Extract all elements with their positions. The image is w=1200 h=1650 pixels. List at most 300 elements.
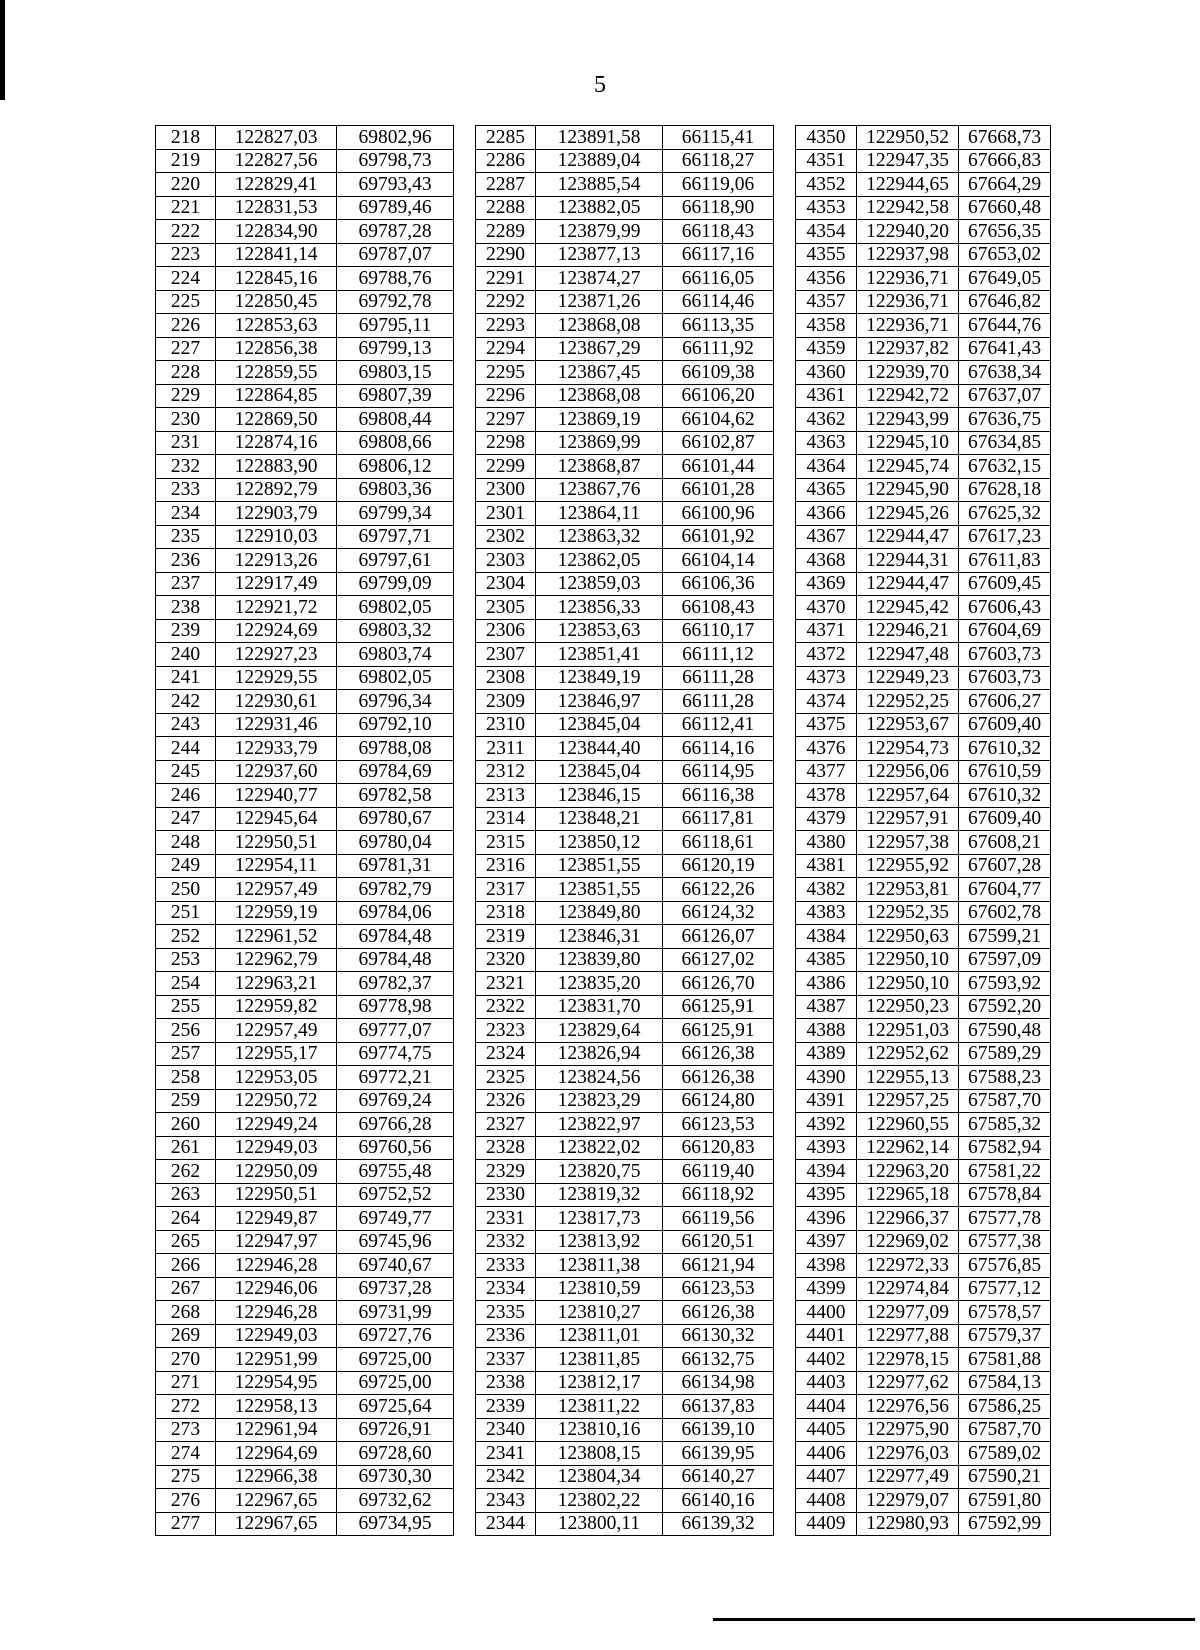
table-cell-point-number: 4399 [796, 1277, 857, 1301]
table-cell-point-number: 2302 [476, 525, 536, 549]
table-cell-point-number: 271 [156, 1371, 216, 1395]
column-separator [454, 1371, 476, 1395]
column-separator [454, 643, 476, 667]
table-cell-x-coordinate: 122892,79 [216, 478, 337, 502]
table-cell-point-number: 2324 [476, 1042, 536, 1066]
table-cell-y-coordinate: 66139,32 [663, 1512, 774, 1536]
table-cell-y-coordinate: 69777,07 [337, 1019, 454, 1043]
table-cell-point-number: 4388 [796, 1019, 857, 1043]
table-cell-x-coordinate: 122850,45 [216, 290, 337, 314]
table-cell-y-coordinate: 67597,09 [959, 948, 1051, 972]
column-separator [774, 948, 796, 972]
table-cell-point-number: 4384 [796, 925, 857, 949]
table-cell-point-number: 4372 [796, 643, 857, 667]
column-separator [774, 267, 796, 291]
table-cell-point-number: 2309 [476, 690, 536, 714]
table-cell-y-coordinate: 69782,79 [337, 878, 454, 902]
table-cell-point-number: 4389 [796, 1042, 857, 1066]
column-separator [774, 337, 796, 361]
table-cell-y-coordinate: 69740,67 [337, 1254, 454, 1278]
table-row [156, 290, 1051, 314]
table-cell-point-number: 2298 [476, 431, 536, 455]
table-cell-x-coordinate: 123853,63 [536, 619, 663, 643]
table-cell-x-coordinate: 122957,91 [857, 807, 959, 831]
table-row [156, 1277, 1051, 1301]
table-cell-y-coordinate: 66125,91 [663, 1019, 774, 1043]
table-cell-x-coordinate: 122956,06 [857, 760, 959, 784]
column-separator [774, 1113, 796, 1137]
table-cell-point-number: 247 [156, 807, 216, 831]
table-row [156, 1395, 1051, 1419]
table-cell-point-number: 2341 [476, 1442, 536, 1466]
table-cell-point-number: 2330 [476, 1183, 536, 1207]
table-cell-x-coordinate: 122957,49 [216, 878, 337, 902]
table-cell-x-coordinate: 122949,23 [857, 666, 959, 690]
table-cell-x-coordinate: 122946,28 [216, 1301, 337, 1325]
table-cell-x-coordinate: 122950,51 [216, 831, 337, 855]
table-row [156, 1183, 1051, 1207]
table-cell-y-coordinate: 66108,43 [663, 596, 774, 620]
table-cell-point-number: 2325 [476, 1066, 536, 1090]
column-separator [774, 1277, 796, 1301]
column-separator [774, 1465, 796, 1489]
table-cell-y-coordinate: 66117,81 [663, 807, 774, 831]
table-cell-point-number: 4361 [796, 384, 857, 408]
table-cell-point-number: 269 [156, 1324, 216, 1348]
table-cell-x-coordinate: 123891,58 [536, 126, 663, 150]
table-row [156, 995, 1051, 1019]
table-cell-y-coordinate: 66123,53 [663, 1113, 774, 1137]
table-row [156, 784, 1051, 808]
table-cell-point-number: 252 [156, 925, 216, 949]
table-cell-point-number: 250 [156, 878, 216, 902]
table-cell-point-number: 277 [156, 1512, 216, 1536]
column-separator [454, 1465, 476, 1489]
table-cell-y-coordinate: 69782,58 [337, 784, 454, 808]
table-cell-y-coordinate: 66110,17 [663, 619, 774, 643]
table-cell-x-coordinate: 123868,08 [536, 384, 663, 408]
table-cell-x-coordinate: 122977,88 [857, 1324, 959, 1348]
table-cell-point-number: 4396 [796, 1207, 857, 1231]
column-separator [454, 1136, 476, 1160]
table-row [156, 1324, 1051, 1348]
table-cell-point-number: 4362 [796, 408, 857, 432]
table-cell-x-coordinate: 122947,48 [857, 643, 959, 667]
table-cell-point-number: 4360 [796, 361, 857, 385]
table-cell-x-coordinate: 122965,18 [857, 1183, 959, 1207]
table-cell-y-coordinate: 66122,26 [663, 878, 774, 902]
table-cell-y-coordinate: 69797,71 [337, 525, 454, 549]
table-cell-y-coordinate: 67603,73 [959, 643, 1051, 667]
column-separator [454, 196, 476, 220]
table-cell-x-coordinate: 122937,98 [857, 243, 959, 267]
table-cell-y-coordinate: 69799,34 [337, 502, 454, 526]
table-cell-y-coordinate: 67582,94 [959, 1136, 1051, 1160]
table-cell-y-coordinate: 66139,10 [663, 1418, 774, 1442]
table-cell-y-coordinate: 66123,53 [663, 1277, 774, 1301]
table-cell-x-coordinate: 122945,26 [857, 502, 959, 526]
column-separator [774, 995, 796, 1019]
table-cell-point-number: 4409 [796, 1512, 857, 1536]
table-cell-point-number: 233 [156, 478, 216, 502]
table-cell-point-number: 2328 [476, 1136, 536, 1160]
table-cell-x-coordinate: 122924,69 [216, 619, 337, 643]
table-cell-point-number: 226 [156, 314, 216, 338]
column-separator [774, 878, 796, 902]
column-separator [774, 525, 796, 549]
column-separator [454, 1512, 476, 1536]
column-separator [454, 220, 476, 244]
table-cell-x-coordinate: 122917,49 [216, 572, 337, 596]
table-cell-point-number: 4395 [796, 1183, 857, 1207]
table-cell-x-coordinate: 122945,64 [216, 807, 337, 831]
table-cell-x-coordinate: 123882,05 [536, 196, 663, 220]
table-cell-point-number: 253 [156, 948, 216, 972]
table-cell-x-coordinate: 123846,15 [536, 784, 663, 808]
table-row [156, 948, 1051, 972]
table-cell-y-coordinate: 67599,21 [959, 925, 1051, 949]
table-row [156, 760, 1051, 784]
table-cell-y-coordinate: 66106,36 [663, 572, 774, 596]
table-cell-point-number: 272 [156, 1395, 216, 1419]
column-separator [774, 1019, 796, 1043]
table-cell-point-number: 246 [156, 784, 216, 808]
table-cell-x-coordinate: 122939,70 [857, 361, 959, 385]
table-cell-x-coordinate: 123885,54 [536, 173, 663, 197]
table-cell-x-coordinate: 123811,38 [536, 1254, 663, 1278]
table-cell-y-coordinate: 69726,91 [337, 1418, 454, 1442]
table-cell-y-coordinate: 67666,83 [959, 149, 1051, 173]
table-cell-point-number: 2310 [476, 713, 536, 737]
table-cell-point-number: 231 [156, 431, 216, 455]
table-cell-x-coordinate: 123810,16 [536, 1418, 663, 1442]
table-cell-point-number: 2295 [476, 361, 536, 385]
table-cell-point-number: 263 [156, 1183, 216, 1207]
table-cell-y-coordinate: 69780,67 [337, 807, 454, 831]
table-cell-point-number: 240 [156, 643, 216, 667]
table-cell-y-coordinate: 67602,78 [959, 901, 1051, 925]
table-cell-x-coordinate: 122962,14 [857, 1136, 959, 1160]
table-cell-y-coordinate: 69730,30 [337, 1465, 454, 1489]
table-cell-y-coordinate: 67576,85 [959, 1254, 1051, 1278]
table-cell-y-coordinate: 69802,96 [337, 126, 454, 150]
table-cell-point-number: 261 [156, 1136, 216, 1160]
column-separator [774, 572, 796, 596]
column-separator [774, 549, 796, 573]
column-separator [774, 619, 796, 643]
table-cell-point-number: 2319 [476, 925, 536, 949]
column-separator [454, 713, 476, 737]
table-cell-y-coordinate: 69788,08 [337, 737, 454, 761]
table-row [156, 1230, 1051, 1254]
table-cell-point-number: 2291 [476, 267, 536, 291]
column-separator [454, 1277, 476, 1301]
table-cell-point-number: 2331 [476, 1207, 536, 1231]
table-cell-y-coordinate: 69788,76 [337, 267, 454, 291]
table-cell-point-number: 2321 [476, 972, 536, 996]
table-cell-x-coordinate: 123867,29 [536, 337, 663, 361]
table-cell-y-coordinate: 66113,35 [663, 314, 774, 338]
column-separator [454, 1489, 476, 1513]
table-cell-y-coordinate: 66118,92 [663, 1183, 774, 1207]
table-row [156, 1254, 1051, 1278]
table-cell-point-number: 4351 [796, 149, 857, 173]
column-separator [454, 478, 476, 502]
table-cell-y-coordinate: 66124,32 [663, 901, 774, 925]
table-cell-point-number: 228 [156, 361, 216, 385]
table-cell-point-number: 241 [156, 666, 216, 690]
column-separator [774, 243, 796, 267]
column-separator [454, 901, 476, 925]
table-cell-point-number: 2329 [476, 1160, 536, 1184]
table-cell-y-coordinate: 69766,28 [337, 1113, 454, 1137]
table-row [156, 596, 1051, 620]
table-cell-point-number: 2326 [476, 1089, 536, 1113]
table-cell-point-number: 4377 [796, 760, 857, 784]
table-cell-x-coordinate: 122942,58 [857, 196, 959, 220]
table-cell-point-number: 2294 [476, 337, 536, 361]
table-cell-y-coordinate: 67577,38 [959, 1230, 1051, 1254]
column-separator [454, 1418, 476, 1442]
table-cell-y-coordinate: 69734,95 [337, 1512, 454, 1536]
table-cell-x-coordinate: 123808,15 [536, 1442, 663, 1466]
table-cell-x-coordinate: 122972,33 [857, 1254, 959, 1278]
table-cell-point-number: 249 [156, 854, 216, 878]
table-cell-point-number: 4356 [796, 267, 857, 291]
table-cell-point-number: 4405 [796, 1418, 857, 1442]
table-cell-point-number: 267 [156, 1277, 216, 1301]
table-cell-point-number: 2311 [476, 737, 536, 761]
table-cell-x-coordinate: 122946,21 [857, 619, 959, 643]
table-cell-point-number: 266 [156, 1254, 216, 1278]
table-cell-point-number: 2285 [476, 126, 536, 150]
table-cell-point-number: 2344 [476, 1512, 536, 1536]
table-cell-point-number: 4374 [796, 690, 857, 714]
column-separator [454, 1113, 476, 1137]
column-separator [454, 878, 476, 902]
table-cell-y-coordinate: 69792,10 [337, 713, 454, 737]
table-cell-point-number: 2307 [476, 643, 536, 667]
table-cell-point-number: 274 [156, 1442, 216, 1466]
table-cell-y-coordinate: 67581,88 [959, 1348, 1051, 1372]
column-separator [774, 408, 796, 432]
table-cell-point-number: 2322 [476, 995, 536, 1019]
table-cell-y-coordinate: 66109,38 [663, 361, 774, 385]
table-row [156, 361, 1051, 385]
table-cell-x-coordinate: 123822,97 [536, 1113, 663, 1137]
table-cell-y-coordinate: 69792,78 [337, 290, 454, 314]
table-cell-x-coordinate: 123867,76 [536, 478, 663, 502]
column-separator [454, 431, 476, 455]
table-cell-x-coordinate: 122940,77 [216, 784, 337, 808]
table-cell-x-coordinate: 122953,05 [216, 1066, 337, 1090]
table-cell-x-coordinate: 123863,32 [536, 525, 663, 549]
table-cell-point-number: 4367 [796, 525, 857, 549]
table-cell-y-coordinate: 67587,70 [959, 1089, 1051, 1113]
table-cell-y-coordinate: 66100,96 [663, 502, 774, 526]
table-cell-point-number: 243 [156, 713, 216, 737]
table-cell-y-coordinate: 69802,05 [337, 666, 454, 690]
table-cell-y-coordinate: 69806,12 [337, 455, 454, 479]
table-cell-y-coordinate: 66118,61 [663, 831, 774, 855]
table-cell-y-coordinate: 67632,15 [959, 455, 1051, 479]
table-cell-point-number: 238 [156, 596, 216, 620]
table-cell-x-coordinate: 122980,93 [857, 1512, 959, 1536]
table-cell-point-number: 2336 [476, 1324, 536, 1348]
table-cell-y-coordinate: 69789,46 [337, 196, 454, 220]
column-separator [774, 1136, 796, 1160]
column-separator [774, 455, 796, 479]
table-cell-x-coordinate: 122950,09 [216, 1160, 337, 1184]
table-cell-point-number: 4354 [796, 220, 857, 244]
table-cell-point-number: 4353 [796, 196, 857, 220]
table-cell-point-number: 237 [156, 572, 216, 596]
table-cell-y-coordinate: 67606,43 [959, 596, 1051, 620]
table-cell-point-number: 2308 [476, 666, 536, 690]
table-cell-point-number: 4364 [796, 455, 857, 479]
column-separator [454, 972, 476, 996]
table-cell-point-number: 2337 [476, 1348, 536, 1372]
column-separator [774, 1418, 796, 1442]
column-separator [454, 1230, 476, 1254]
column-separator [774, 361, 796, 385]
table-cell-x-coordinate: 122874,16 [216, 431, 337, 455]
table-cell-point-number: 255 [156, 995, 216, 1019]
table-cell-point-number: 4371 [796, 619, 857, 643]
table-cell-x-coordinate: 123849,80 [536, 901, 663, 925]
table-cell-y-coordinate: 67636,75 [959, 408, 1051, 432]
table-cell-point-number: 4368 [796, 549, 857, 573]
table-row [156, 1418, 1051, 1442]
column-separator [454, 384, 476, 408]
table-cell-point-number: 2318 [476, 901, 536, 925]
column-separator [454, 361, 476, 385]
table-cell-y-coordinate: 69780,04 [337, 831, 454, 855]
table-cell-x-coordinate: 122953,81 [857, 878, 959, 902]
table-cell-x-coordinate: 123849,19 [536, 666, 663, 690]
table-cell-x-coordinate: 123850,12 [536, 831, 663, 855]
table-cell-x-coordinate: 122953,67 [857, 713, 959, 737]
column-separator [774, 925, 796, 949]
table-cell-x-coordinate: 123831,70 [536, 995, 663, 1019]
table-row [156, 478, 1051, 502]
table-cell-y-coordinate: 66111,28 [663, 690, 774, 714]
table-cell-y-coordinate: 66101,44 [663, 455, 774, 479]
table-cell-point-number: 275 [156, 1465, 216, 1489]
table-cell-y-coordinate: 66132,75 [663, 1348, 774, 1372]
table-cell-x-coordinate: 122945,74 [857, 455, 959, 479]
table-cell-x-coordinate: 122942,72 [857, 384, 959, 408]
table-cell-point-number: 2335 [476, 1301, 536, 1325]
table-cell-y-coordinate: 67608,21 [959, 831, 1051, 855]
table-cell-point-number: 4407 [796, 1465, 857, 1489]
table-cell-y-coordinate: 67592,99 [959, 1512, 1051, 1536]
table-cell-point-number: 276 [156, 1489, 216, 1513]
table-row [156, 314, 1051, 338]
table-cell-x-coordinate: 123824,56 [536, 1066, 663, 1090]
table-cell-point-number: 268 [156, 1301, 216, 1325]
table-cell-y-coordinate: 69745,96 [337, 1230, 454, 1254]
table-cell-point-number: 262 [156, 1160, 216, 1184]
table-cell-point-number: 2288 [476, 196, 536, 220]
table-cell-x-coordinate: 123820,75 [536, 1160, 663, 1184]
table-row [156, 431, 1051, 455]
column-separator [774, 1089, 796, 1113]
table-cell-x-coordinate: 122910,03 [216, 525, 337, 549]
table-cell-x-coordinate: 123879,99 [536, 220, 663, 244]
table-cell-x-coordinate: 122856,38 [216, 337, 337, 361]
table-cell-point-number: 248 [156, 831, 216, 855]
table-row [156, 549, 1051, 573]
table-row [156, 713, 1051, 737]
table-cell-y-coordinate: 69725,64 [337, 1395, 454, 1419]
table-cell-y-coordinate: 66137,83 [663, 1395, 774, 1419]
table-cell-y-coordinate: 67668,73 [959, 126, 1051, 150]
column-separator [454, 1254, 476, 1278]
table-row [156, 901, 1051, 925]
table-cell-x-coordinate: 123848,21 [536, 807, 663, 831]
table-cell-y-coordinate: 67578,84 [959, 1183, 1051, 1207]
table-cell-point-number: 2287 [476, 173, 536, 197]
table-cell-x-coordinate: 122966,37 [857, 1207, 959, 1231]
table-cell-y-coordinate: 67585,32 [959, 1113, 1051, 1137]
table-row [156, 1348, 1051, 1372]
table-cell-point-number: 4390 [796, 1066, 857, 1090]
table-cell-x-coordinate: 122969,02 [857, 1230, 959, 1254]
table-cell-x-coordinate: 123867,45 [536, 361, 663, 385]
table-cell-y-coordinate: 69802,05 [337, 596, 454, 620]
table-cell-point-number: 2320 [476, 948, 536, 972]
table-cell-y-coordinate: 66118,43 [663, 220, 774, 244]
table-cell-y-coordinate: 66120,19 [663, 854, 774, 878]
table-cell-y-coordinate: 67637,07 [959, 384, 1051, 408]
table-cell-y-coordinate: 69784,48 [337, 948, 454, 972]
table-cell-x-coordinate: 122955,92 [857, 854, 959, 878]
table-cell-y-coordinate: 66126,07 [663, 925, 774, 949]
table-cell-y-coordinate: 69778,98 [337, 995, 454, 1019]
table-cell-y-coordinate: 67660,48 [959, 196, 1051, 220]
table-cell-y-coordinate: 67610,32 [959, 737, 1051, 761]
table-cell-y-coordinate: 67578,57 [959, 1301, 1051, 1325]
table-cell-point-number: 4355 [796, 243, 857, 267]
table-cell-point-number: 2312 [476, 760, 536, 784]
table-cell-x-coordinate: 122963,20 [857, 1160, 959, 1184]
table-cell-y-coordinate: 67591,80 [959, 1489, 1051, 1513]
table-cell-point-number: 4400 [796, 1301, 857, 1325]
table-cell-point-number: 256 [156, 1019, 216, 1043]
table-cell-point-number: 239 [156, 619, 216, 643]
table-cell-x-coordinate: 122958,13 [216, 1395, 337, 1419]
table-row [156, 1113, 1051, 1137]
table-cell-point-number: 4387 [796, 995, 857, 1019]
table-cell-x-coordinate: 123810,27 [536, 1301, 663, 1325]
table-row [156, 384, 1051, 408]
table-cell-x-coordinate: 122827,03 [216, 126, 337, 150]
table-cell-y-coordinate: 69772,21 [337, 1066, 454, 1090]
column-separator [454, 831, 476, 855]
table-cell-y-coordinate: 67638,34 [959, 361, 1051, 385]
table-cell-y-coordinate: 67609,40 [959, 713, 1051, 737]
table-cell-x-coordinate: 122955,13 [857, 1066, 959, 1090]
table-cell-point-number: 259 [156, 1089, 216, 1113]
table-cell-x-coordinate: 122950,72 [216, 1089, 337, 1113]
table-cell-x-coordinate: 122976,56 [857, 1395, 959, 1419]
table-cell-point-number: 220 [156, 173, 216, 197]
table-cell-x-coordinate: 123868,87 [536, 455, 663, 479]
column-separator [774, 807, 796, 831]
table-cell-y-coordinate: 66120,51 [663, 1230, 774, 1254]
column-separator [454, 502, 476, 526]
